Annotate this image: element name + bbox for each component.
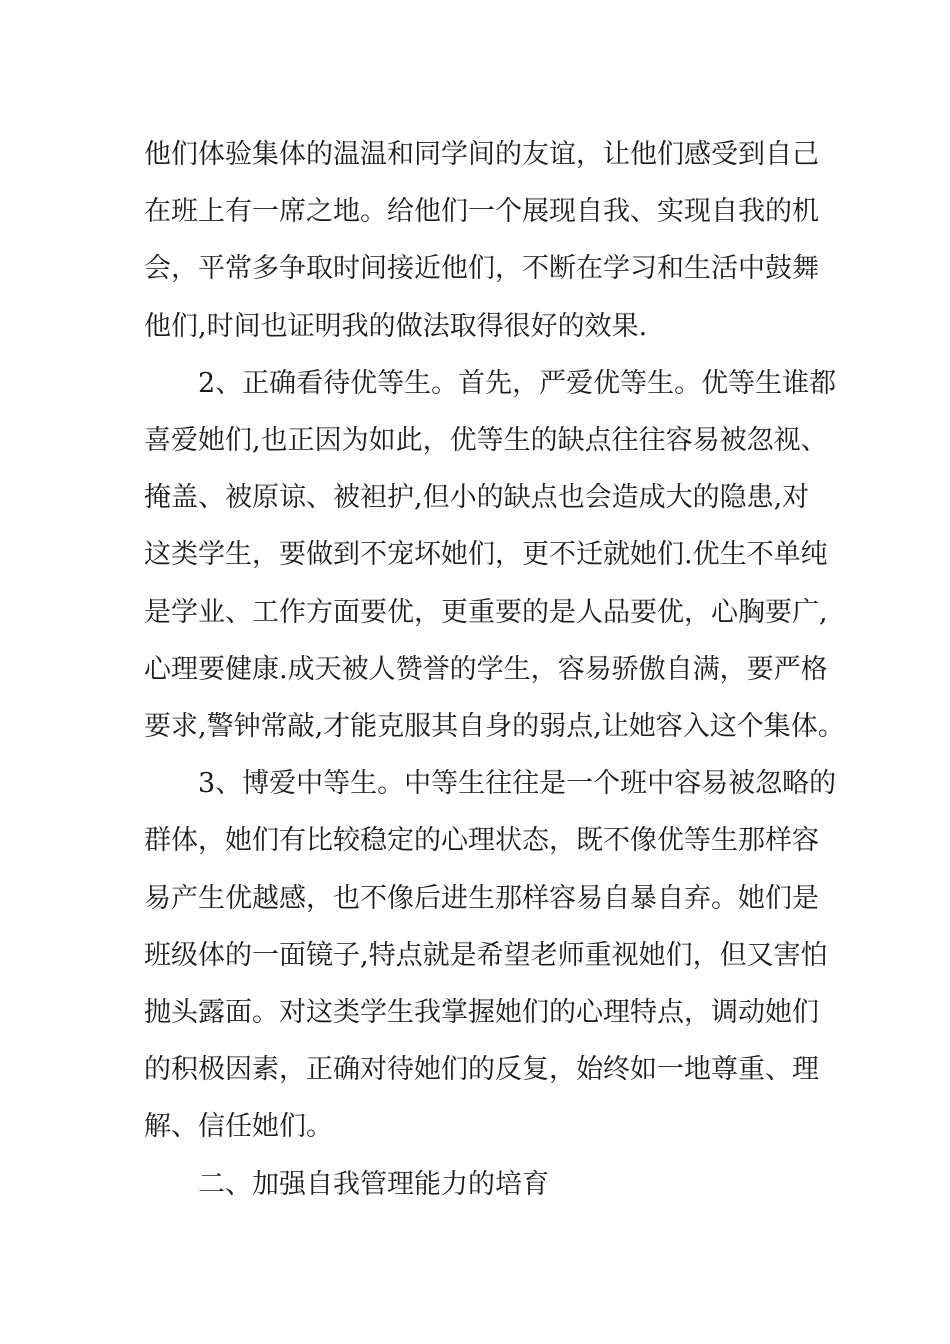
paragraph-line: 在班上有一席之地。给他们一个展现自我、实现自我的机 xyxy=(144,196,819,228)
paragraph-line: 的积极因素，正确对待她们的反复，始终如一地尊重、理 xyxy=(144,1054,819,1086)
paragraph-line: 这类学生，要做到不宠坏她们，更不迁就她们.优生不单纯 xyxy=(144,539,828,571)
document-body xyxy=(144,126,845,1213)
section-heading xyxy=(144,1156,806,1213)
paragraph-1 xyxy=(144,126,819,355)
paragraph-line: 群体，她们有比较稳定的心理状态，既不像优等生那样容 xyxy=(144,825,819,857)
paragraph-2 xyxy=(144,355,845,755)
heading-line: 二、加强自我管理能力的培育 xyxy=(198,1168,549,1200)
paragraph-line: 掩盖、被原谅、被袒护,但小的缺点也会造成大的隐患,对 xyxy=(144,482,810,514)
paragraph-line: 是学业、工作方面要优，更重要的是人品要优，心胸要广, xyxy=(144,596,828,628)
paragraph-line: 喜爱她们,也正因为如此，优等生的缺点往往容易被忽视、 xyxy=(144,425,828,457)
paragraph-line: 班级体的一面镜子,特点就是希望老师重视她们，但又害怕 xyxy=(144,939,828,971)
paragraph-line: 心理要健康.成天被人赞誉的学生，容易骄傲自满，要严格 xyxy=(144,653,828,685)
paragraph-line: 解、信任她们。 xyxy=(144,1111,333,1143)
paragraph-line: 要求,警钟常敲,才能克服其自身的弱点,让她容入这个集体。 xyxy=(144,711,845,743)
paragraph-3 xyxy=(144,755,837,1155)
paragraph-line: 他们体验集体的温温和同学间的友谊，让他们感受到自己 xyxy=(144,139,819,170)
paragraph-line: 抛头露面。对这类学生我掌握她们的心理特点，调动她们 xyxy=(144,997,819,1029)
paragraph-line: 3、博爱中等生。中等生往往是一个班中容易被忽略的 xyxy=(198,768,837,800)
paragraph-line: 易产生优越感，也不像后进生那样容易自暴自弃。她们是 xyxy=(144,882,819,914)
paragraph-line: 2、正确看待优等生。首先，严爱优等生。优等生谁都 xyxy=(198,367,837,399)
paragraph-line: 他们,时间也证明我的做法取得很好的效果. xyxy=(144,310,648,342)
paragraph-line: 会，平常多争取时间接近他们，不断在学习和生活中鼓舞 xyxy=(144,253,819,285)
